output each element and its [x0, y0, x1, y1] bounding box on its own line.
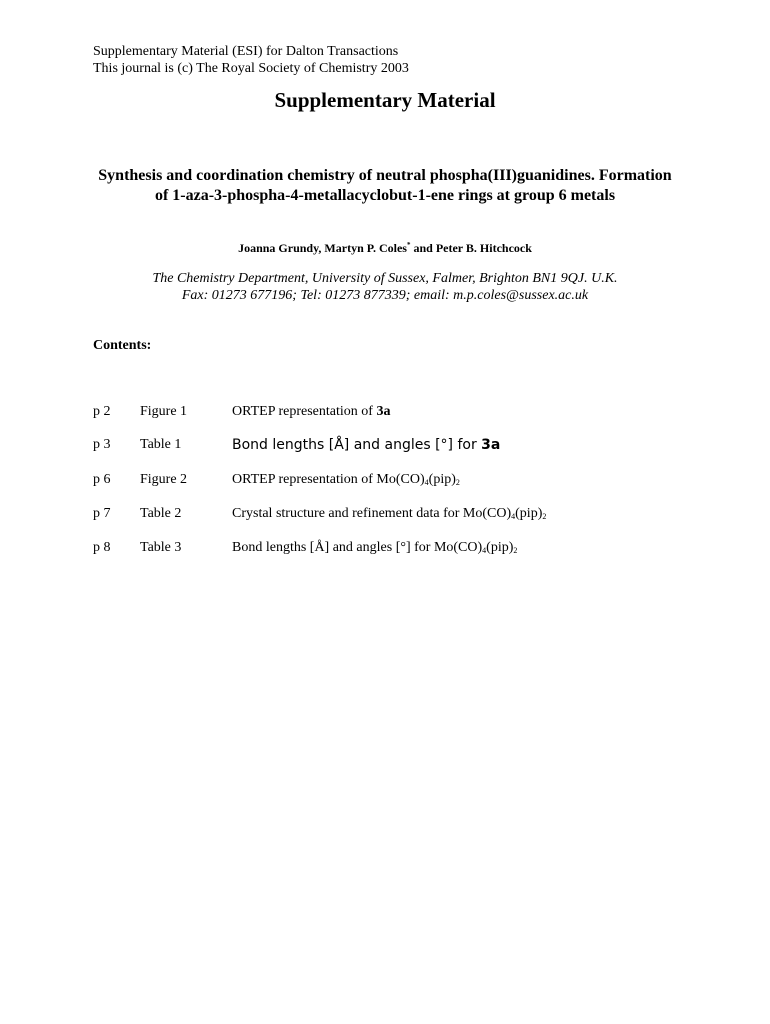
desc-text: Crystal structure and refinement data for Mo(CO) [232, 506, 512, 521]
contents-description [232, 404, 390, 420]
contents-description [232, 472, 460, 488]
corresponding-author-marker: * [406, 241, 411, 249]
affiliation-contact: Fax: 01273 677196; Tel: 01273 877339; email: m.p.coles@sussex.ac.uk [181, 288, 589, 303]
contents-description [232, 506, 546, 522]
main-title: Supplementary Material [274, 88, 496, 112]
authors [0, 241, 770, 256]
compound-label: 3a [376, 404, 391, 419]
contents-row [0, 506, 770, 526]
affiliation-line1: The Chemistry Department, University of Sussex, Falmer, Brighton BN1 9QJ. U.K. [152, 271, 618, 286]
subscript: 2 [513, 546, 518, 555]
contents-label: Contents: [93, 338, 152, 353]
desc-text: Bond lengths [Å] and angles [°] for [232, 437, 482, 453]
contents-page: p 3 [93, 437, 111, 452]
contents-page: p 6 [93, 472, 111, 487]
subscript: 4 [482, 546, 487, 555]
contents-row [0, 404, 770, 424]
subscript: 2 [542, 512, 547, 521]
journal-header-line1: Supplementary Material (ESI) for Dalton Transactions [93, 44, 399, 59]
subscript: 2 [455, 478, 460, 487]
desc-text: ORTEP representation of Mo(CO) [232, 472, 425, 487]
contents-kind: Figure 2 [140, 472, 188, 487]
contents-page: p 2 [93, 404, 111, 419]
contents-row [0, 540, 770, 560]
contents-page: p 7 [93, 506, 111, 521]
subscript: 4 [424, 478, 429, 487]
desc-text: ORTEP representation of [232, 404, 377, 419]
contents-description [232, 540, 517, 556]
desc-text: (pip) [428, 472, 456, 487]
authors-part1: Joanna Grundy, Martyn P. Coles [238, 241, 407, 255]
contents-kind: Table 2 [140, 506, 182, 521]
authors-part2: and Peter B. Hitchcock [410, 241, 532, 255]
compound-label: 3a [481, 437, 501, 453]
contents-kind: Table 1 [140, 437, 182, 452]
journal-header-line2: This journal is (c) The Royal Society of Chemistry 2003 [93, 61, 409, 76]
desc-text: (pip) [515, 506, 543, 521]
contents-description [232, 437, 500, 453]
contents-row [0, 437, 770, 457]
desc-text: (pip) [486, 540, 514, 555]
contents-row [0, 472, 770, 492]
contents-page: p 8 [93, 540, 111, 555]
subscript: 4 [511, 512, 516, 521]
paper-title: Synthesis and coordination chemistry of neutral phospha(III)guanidines. Formation of 1-aza-3-phospha-4-metallacyclobut-1-ene rings at group 6 metals [98, 167, 672, 204]
affiliation [0, 270, 770, 304]
contents-kind: Figure 1 [140, 404, 188, 419]
desc-text: Bond lengths [Å] and angles [°] for Mo(CO) [232, 540, 483, 555]
contents-kind: Table 3 [140, 540, 182, 555]
